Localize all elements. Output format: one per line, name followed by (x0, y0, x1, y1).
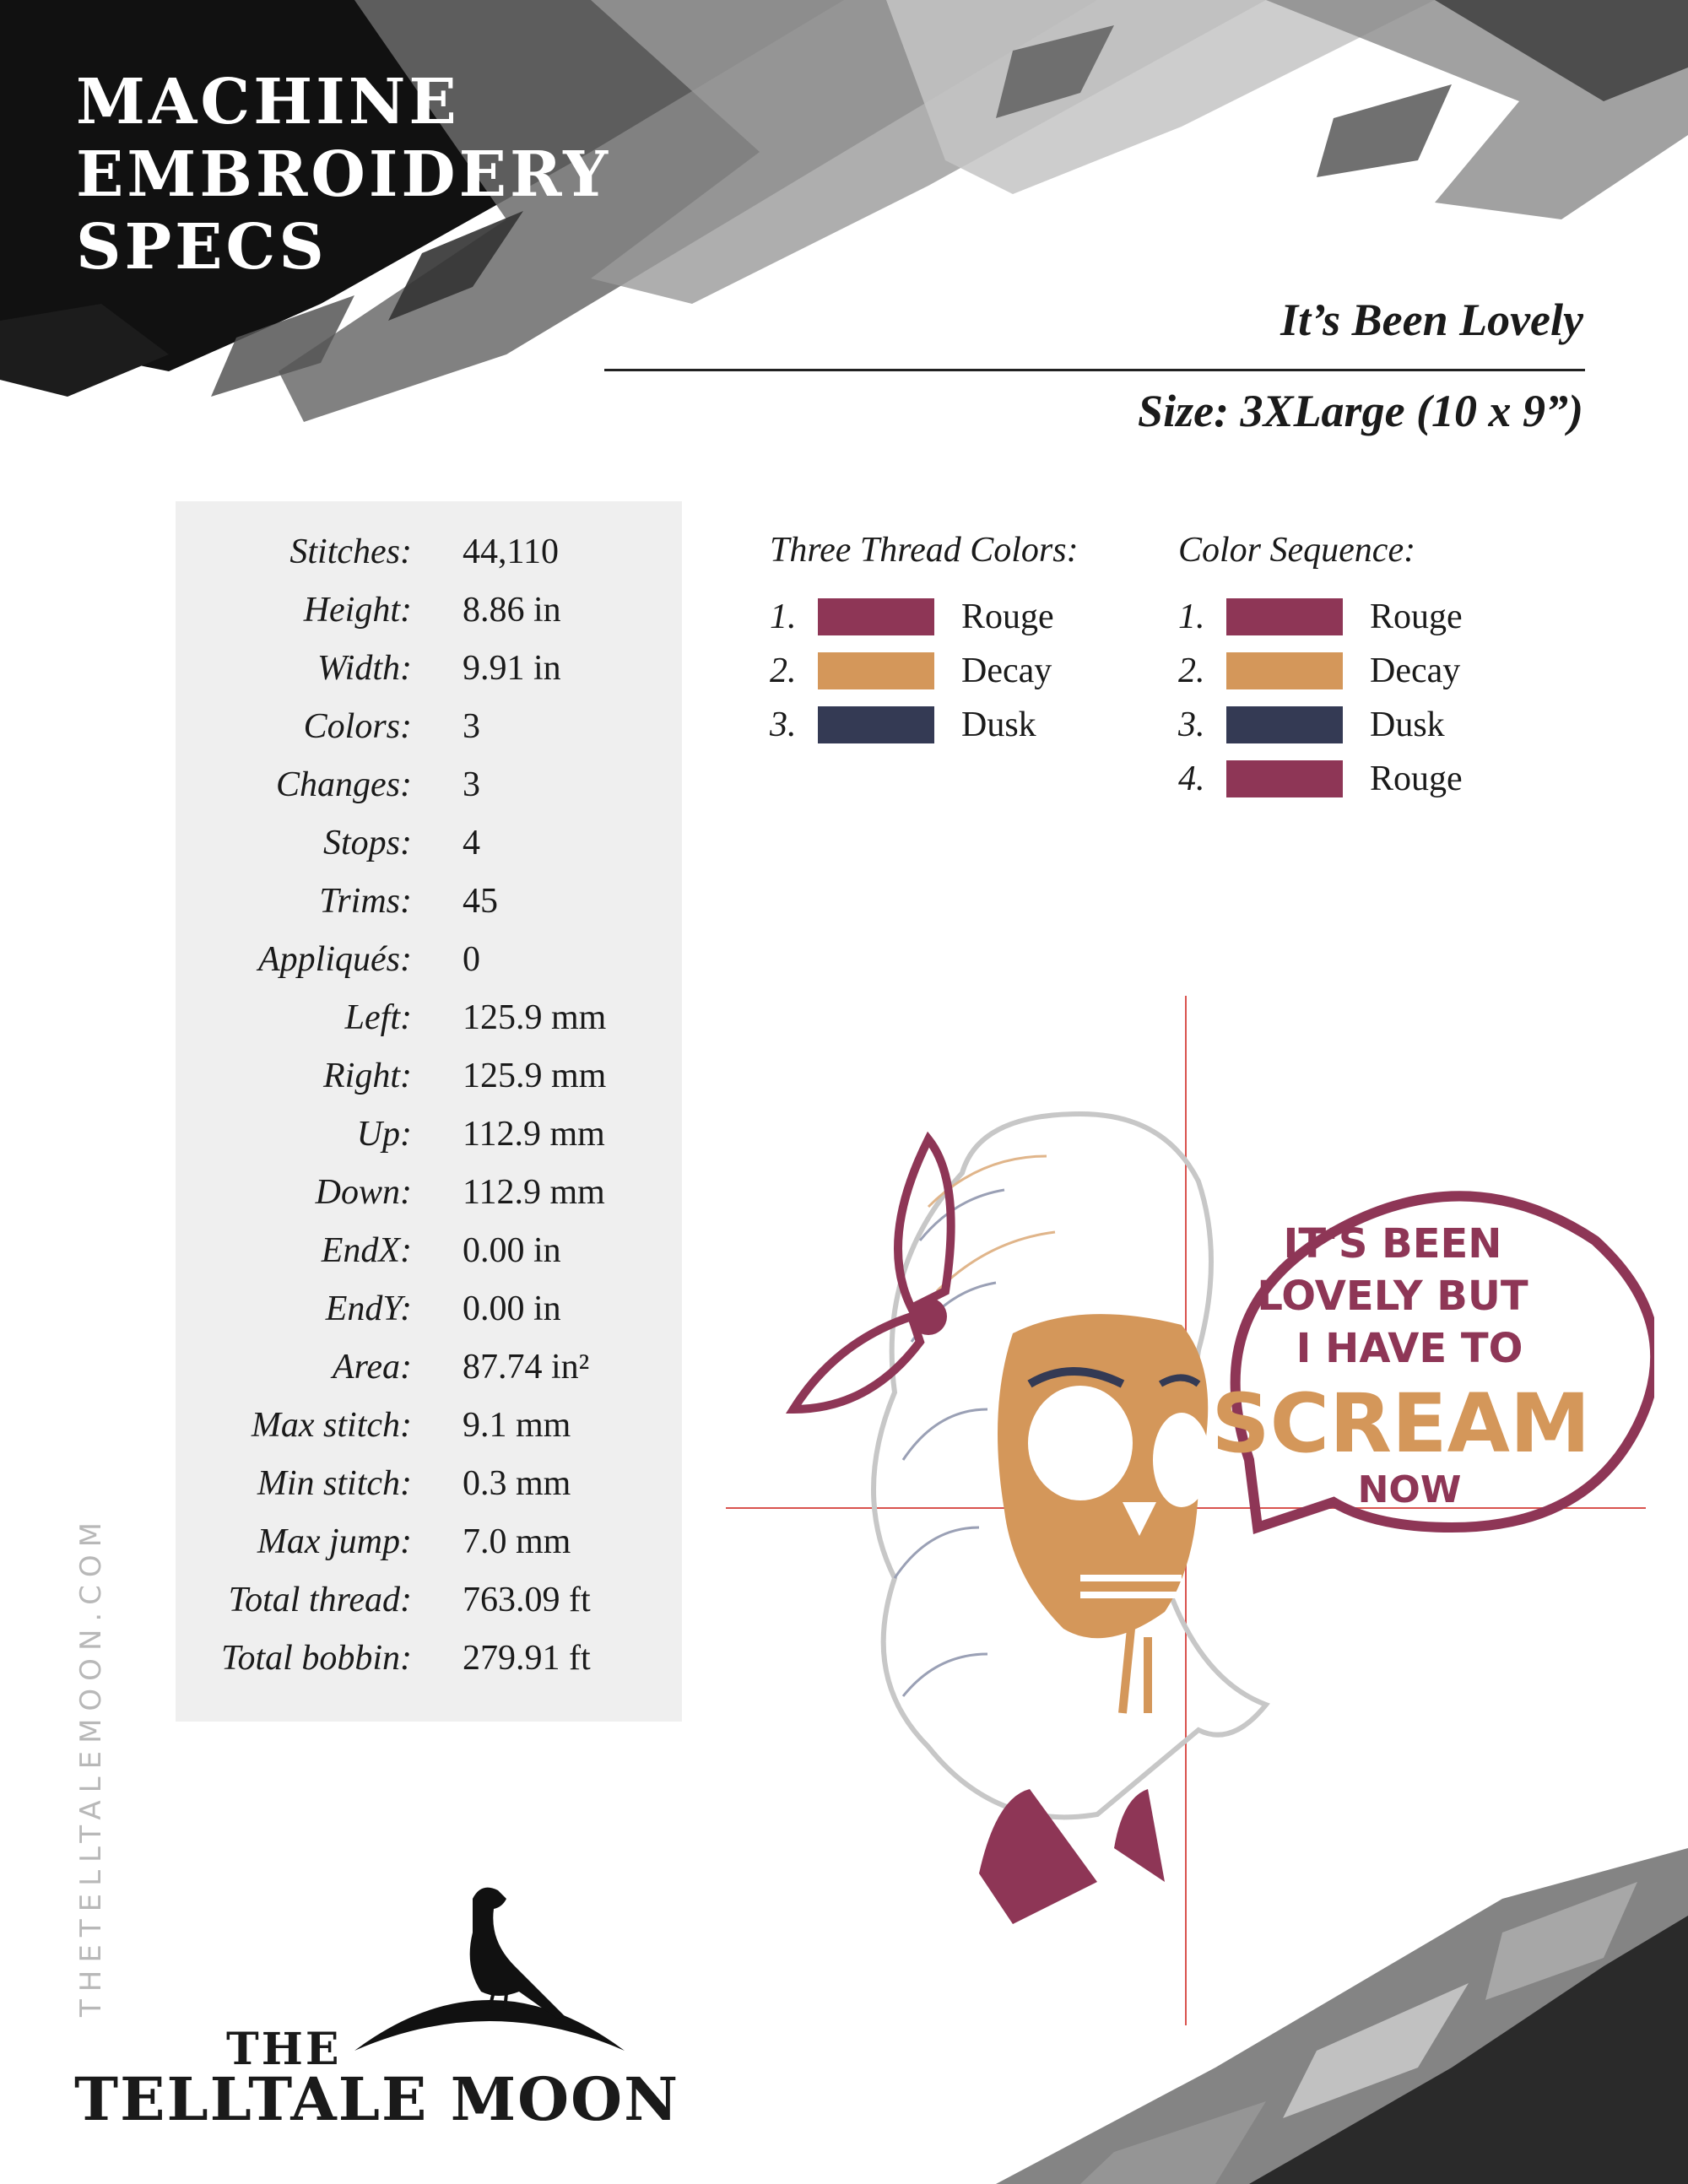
spec-label-changes: Changes: (276, 765, 412, 804)
thread-color-swatch-decay (818, 652, 934, 689)
sequence-number: 2. (1178, 651, 1205, 690)
sequence-number: 4. (1178, 760, 1205, 798)
spec-value-down: 112.9 mm (463, 1173, 605, 1212)
spec-label-appliques: Appliqués: (258, 940, 412, 979)
spec-value-right: 125.9 mm (463, 1057, 607, 1095)
spec-label-height: Height: (303, 591, 412, 630)
spec-label-up: Up: (356, 1115, 412, 1154)
sequence-swatch-rouge (1226, 760, 1343, 797)
spec-value-area: 87.74 in² (463, 1348, 590, 1387)
spec-label-total-bobbin: Total bobbin: (221, 1639, 412, 1678)
spec-value-trims: 45 (463, 882, 498, 921)
footer-grunge-corner (996, 1848, 1688, 2184)
spec-value-max-jump: 7.0 mm (463, 1522, 571, 1561)
logo-text-the: THE (226, 2024, 342, 2075)
design-size: Size: 3XLarge (10 x 9”) (1138, 386, 1583, 436)
thread-color-name: Dusk (961, 705, 1036, 744)
spec-value-left: 125.9 mm (463, 998, 607, 1037)
sequence-swatch-rouge (1226, 598, 1343, 635)
bubble-text-now: NOW (1357, 1468, 1462, 1511)
sequence-swatch-decay (1226, 652, 1343, 689)
spec-label-colors: Colors: (303, 707, 412, 746)
thread-color-name: Decay (961, 651, 1052, 690)
vertical-website-url: THETELLTALEMOON.COM (74, 1514, 108, 2017)
color-sequence-heading: Color Sequence: (1178, 531, 1416, 570)
spec-value-appliques: 0 (463, 940, 480, 979)
thread-color-number: 3. (770, 705, 797, 744)
spec-value-min-stitch: 0.3 mm (463, 1464, 571, 1503)
bubble-text-line-2: LOVELY BUT (1257, 1273, 1528, 1320)
sequence-number: 1. (1178, 597, 1205, 636)
thread-colors-heading: Three Thread Colors: (770, 531, 1079, 570)
spec-label-max-jump: Max jump: (257, 1522, 412, 1561)
raven-moon-logo-icon (354, 1873, 641, 2059)
sequence-name: Dusk (1370, 705, 1445, 744)
spec-label-max-stitch: Max stitch: (251, 1406, 412, 1445)
thread-color-number: 1. (770, 597, 797, 636)
spec-value-stops: 4 (463, 824, 480, 862)
sequence-swatch-dusk (1226, 706, 1343, 743)
page-title-line-3: SPECS (76, 211, 327, 284)
spec-label-width: Width: (317, 649, 412, 688)
spec-value-up: 112.9 mm (463, 1115, 605, 1154)
bubble-text-line-1: IT'S BEEN (1283, 1220, 1502, 1268)
spec-label-endx: EndX: (321, 1231, 412, 1270)
spec-value-changes: 3 (463, 765, 480, 804)
spec-value-colors: 3 (463, 707, 480, 746)
spec-value-total-thread: 763.09 ft (463, 1581, 591, 1619)
bubble-text-scream: SCREAM (1211, 1376, 1591, 1471)
spec-label-left: Left: (344, 998, 412, 1037)
thread-color-number: 2. (770, 651, 797, 690)
spec-value-endx: 0.00 in (463, 1231, 561, 1270)
spec-value-width: 9.91 in (463, 649, 561, 688)
sequence-name: Decay (1370, 651, 1461, 690)
thread-color-swatch-rouge (818, 598, 934, 635)
spec-label-total-thread: Total thread: (228, 1581, 412, 1619)
spec-label-stitches: Stitches: (289, 532, 412, 571)
spec-value-max-stitch: 9.1 mm (463, 1406, 571, 1445)
thread-color-swatch-dusk (818, 706, 934, 743)
spec-label-right: Right: (323, 1057, 412, 1095)
spec-label-trims: Trims: (319, 882, 412, 921)
spec-label-stops: Stops: (323, 824, 412, 862)
sequence-name: Rouge (1370, 760, 1463, 798)
bubble-text-line-3: I HAVE TO (1296, 1325, 1523, 1372)
spec-label-min-stitch: Min stitch: (257, 1464, 412, 1503)
spec-value-total-bobbin: 279.91 ft (463, 1639, 591, 1678)
spec-label-area: Area: (332, 1348, 412, 1387)
sequence-name: Rouge (1370, 597, 1463, 636)
sequence-number: 3. (1178, 705, 1205, 744)
page-title-line-2: EMBROIDERY (76, 138, 612, 211)
logo-text-telltale-moon: TELLTALE MOON (74, 2064, 680, 2134)
thread-color-name: Rouge (961, 597, 1054, 636)
spec-label-endy: EndY: (325, 1289, 412, 1328)
page-title-line-1: MACHINE (76, 66, 460, 138)
spec-value-endy: 0.00 in (463, 1289, 561, 1328)
spec-value-height: 8.86 in (463, 591, 561, 630)
spec-value-stitches: 44,110 (463, 532, 559, 571)
header-divider (604, 369, 1585, 371)
design-name: It’s Been Lovely (1280, 295, 1583, 345)
spec-label-down: Down: (315, 1173, 412, 1212)
